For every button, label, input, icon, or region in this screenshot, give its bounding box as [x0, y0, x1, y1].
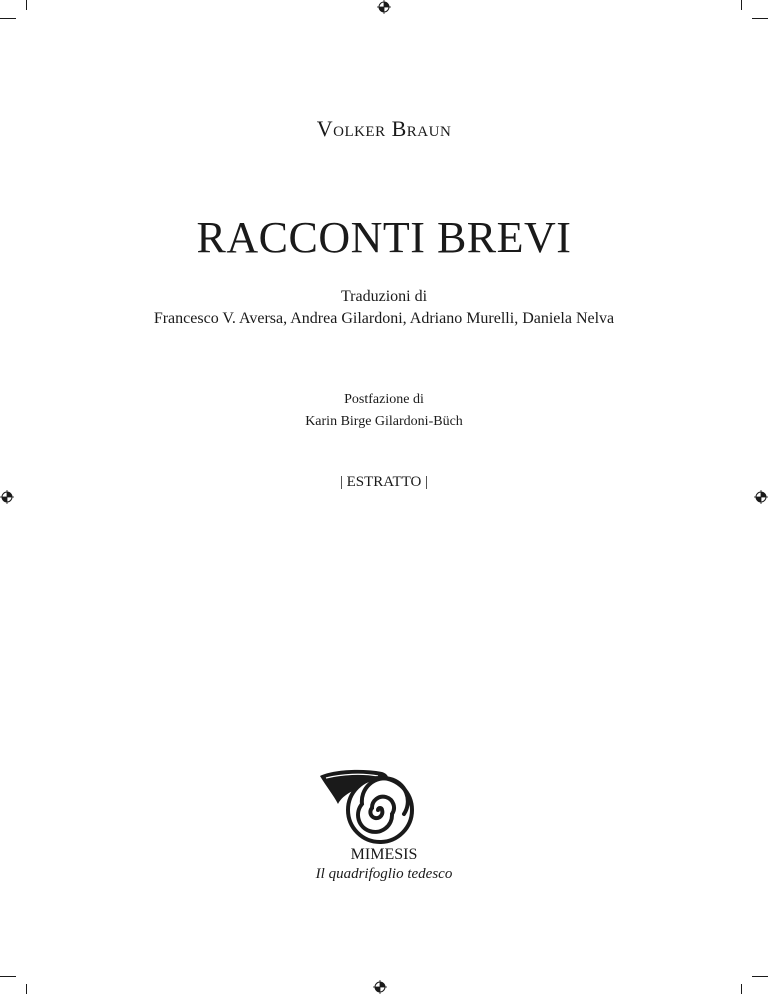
registration-mark-icon	[0, 490, 14, 504]
translation-label: Traduzioni di	[340, 288, 428, 305]
registration-mark-icon	[373, 980, 387, 994]
author-name: Volker Braun	[316, 116, 452, 141]
postface-label: Postfazione di	[344, 392, 424, 407]
crop-mark-bottom-right-v	[741, 984, 742, 994]
registration-mark-icon	[754, 490, 768, 504]
book-title: RACCONTI BREVI	[196, 213, 572, 262]
crop-mark-bottom-left-v	[26, 984, 27, 994]
publisher-name: MIMESIS	[350, 846, 418, 863]
series-name: Il quadrifoglio tedesco	[315, 866, 453, 882]
crop-mark-top-left-v	[26, 0, 27, 10]
postface-author: Karin Birge Gilardoni-Büch	[305, 414, 463, 429]
crop-mark-bottom-right-h	[752, 976, 768, 977]
crop-mark-bottom-left-h	[0, 976, 16, 977]
crop-mark-top-left-h	[0, 18, 16, 19]
crop-mark-top-right-v	[741, 0, 742, 10]
translators: Francesco V. Aversa, Andrea Gilardoni, Adriano Murelli, Daniela Nelva	[153, 310, 615, 327]
snail-shell-logo	[312, 766, 422, 846]
crop-mark-top-right-h	[752, 18, 768, 19]
excerpt-label: | ESTRATTO |	[339, 474, 429, 490]
registration-mark-icon	[377, 0, 391, 14]
